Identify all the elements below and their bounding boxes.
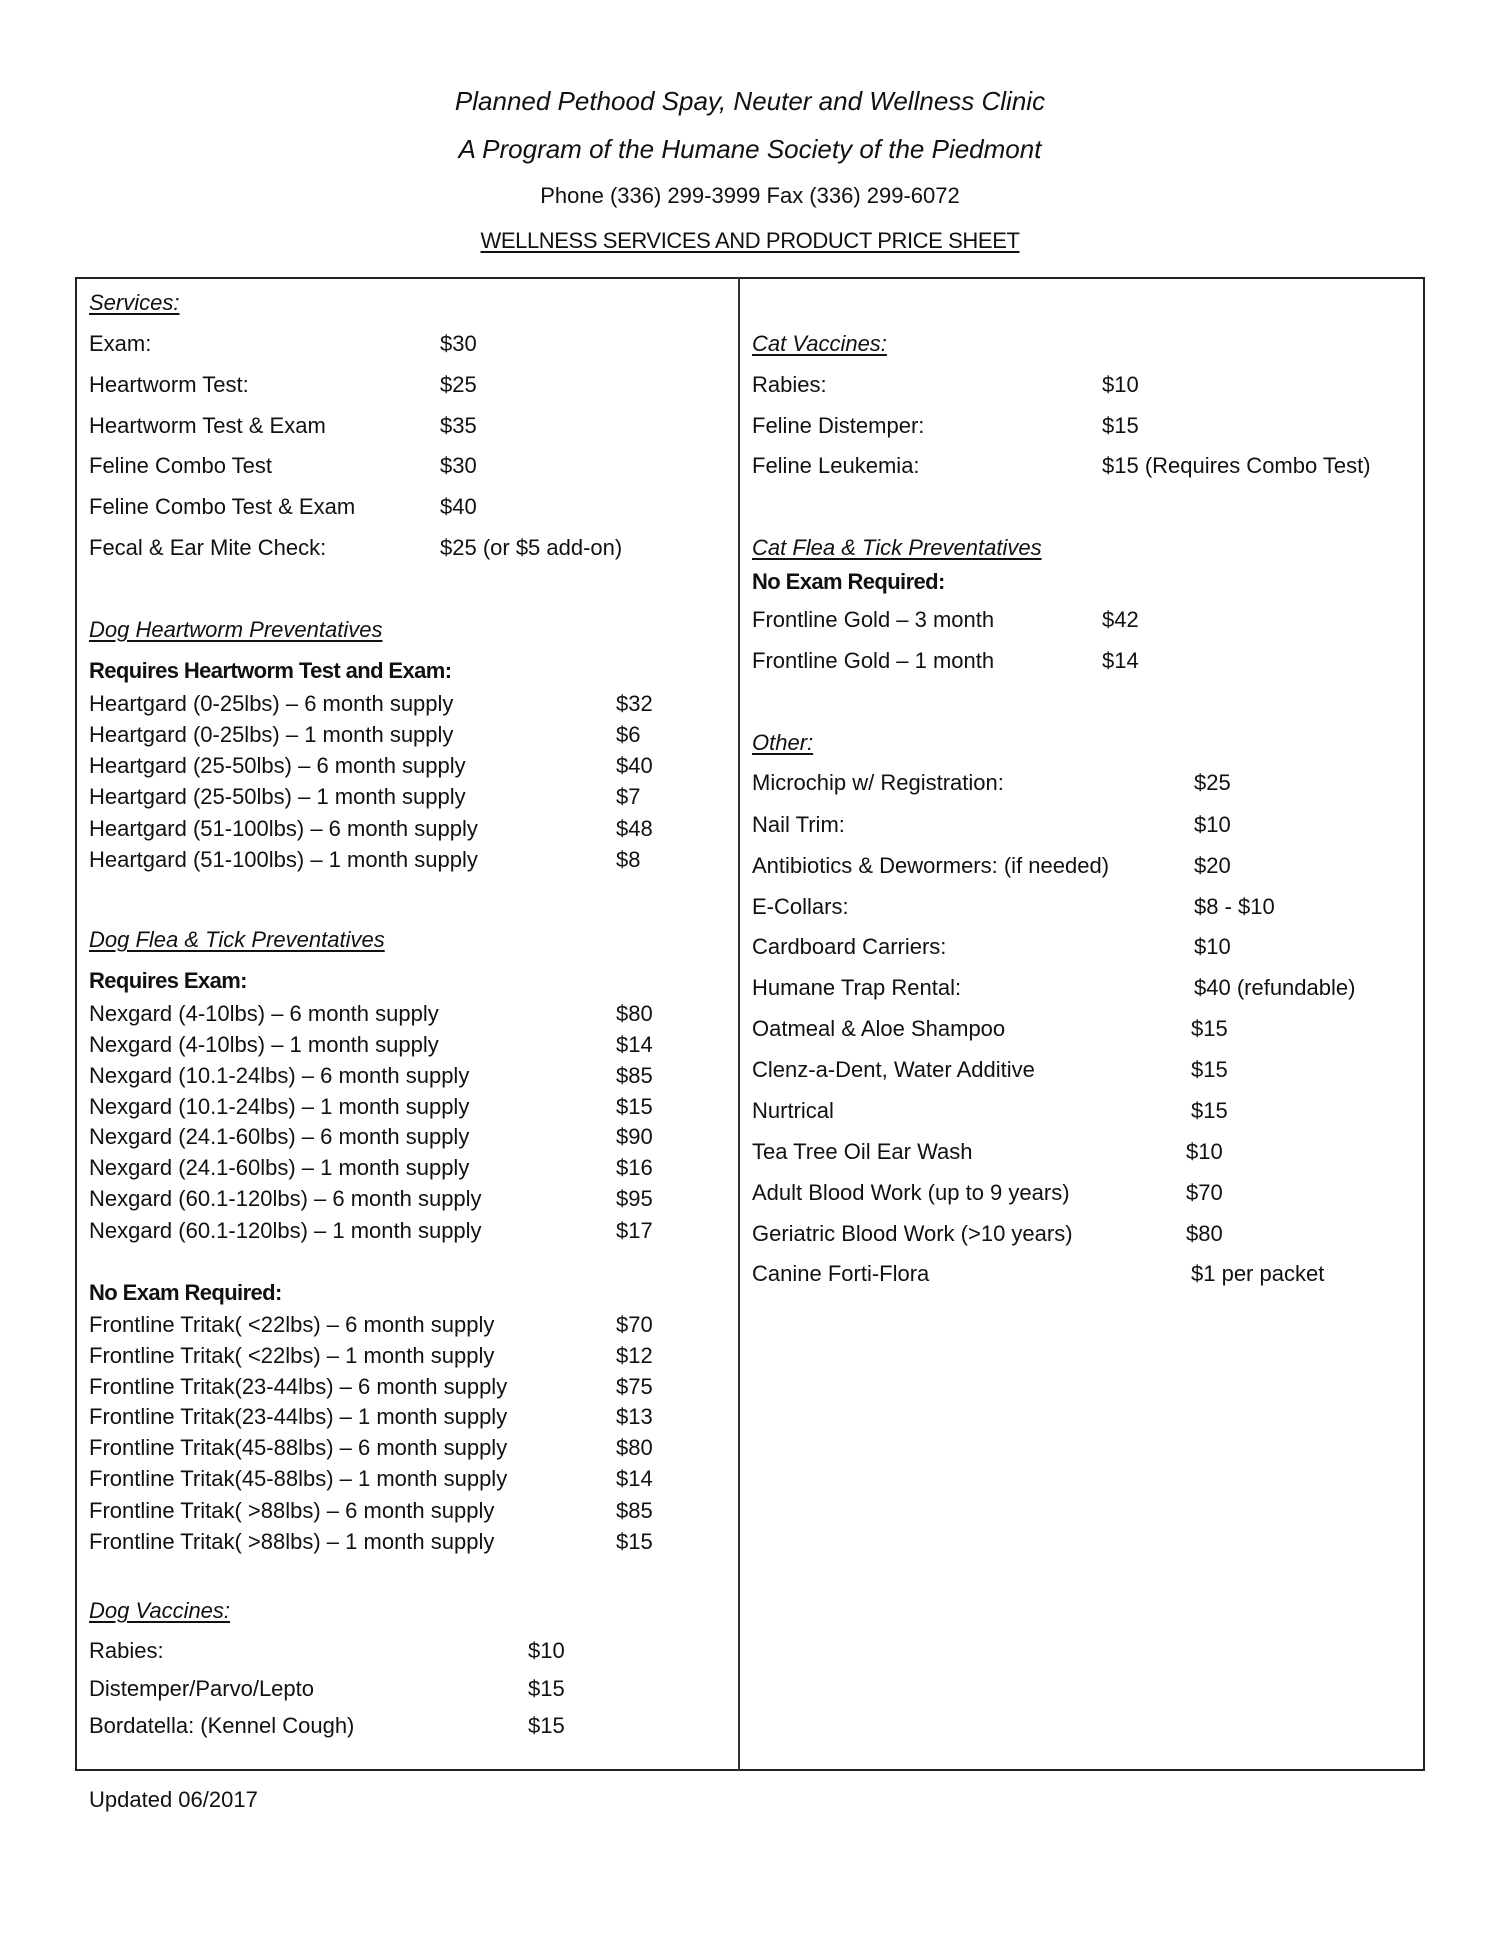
item-label: Nexgard (10.1-24lbs) – 1 month supply [89, 1094, 470, 1119]
item-label: Adult Blood Work (up to 9 years) [752, 1180, 1070, 1205]
section-subheading: Requires Heartworm Test and Exam: [89, 658, 452, 683]
item-price: $10 [1194, 934, 1231, 959]
item-price: $15 [528, 1713, 565, 1738]
item-price: $40 [440, 494, 477, 519]
item-price: $15 [1191, 1057, 1228, 1082]
section-heading: Other: [752, 730, 814, 755]
item-label: Humane Trap Rental: [752, 975, 962, 1000]
item-label: Nexgard (4-10lbs) – 1 month supply [89, 1032, 439, 1057]
item-price: $20 [1194, 853, 1231, 878]
item-label: Frontline Tritak( >88lbs) – 6 month supply [89, 1498, 495, 1523]
section-subheading: No Exam Required: [89, 1280, 282, 1305]
item-label: Feline Distemper: [752, 413, 925, 438]
item-label: Nexgard (4-10lbs) – 6 month supply [89, 1001, 439, 1026]
item-label: Heartworm Test & Exam [89, 413, 326, 438]
item-price: $70 [1186, 1180, 1223, 1205]
item-price: $15 [616, 1529, 653, 1554]
item-label: Nurtrical [752, 1098, 834, 1123]
item-price: $80 [616, 1435, 653, 1460]
item-label: Frontline Gold – 1 month [752, 648, 995, 673]
item-price: $48 [616, 816, 653, 841]
item-label: Bordatella: (Kennel Cough) [89, 1713, 355, 1738]
item-label: Frontline Tritak( <22lbs) – 1 month supply [89, 1343, 495, 1368]
item-label: Nexgard (60.1-120lbs) – 1 month supply [89, 1218, 482, 1243]
item-price: $13 [616, 1404, 653, 1429]
item-price: $10 [1194, 812, 1231, 837]
contact-line: Phone (336) 299-3999 Fax (336) 299-6072 [540, 183, 960, 208]
item-price: $25 [440, 372, 477, 397]
item-label: E-Collars: [752, 894, 849, 919]
item-label: Nexgard (10.1-24lbs) – 6 month supply [89, 1063, 470, 1088]
section-heading: Dog Vaccines: [89, 1598, 231, 1623]
item-price: $80 [1186, 1221, 1223, 1246]
item-price: $35 [440, 413, 477, 438]
item-label: Heartgard (25-50lbs) – 1 month supply [89, 784, 466, 809]
item-price: $80 [616, 1001, 653, 1026]
item-price: $12 [616, 1343, 653, 1368]
item-price: $30 [440, 331, 477, 356]
page-title-text: WELLNESS SERVICES AND PRODUCT PRICE SHEET [480, 228, 1020, 253]
item-label: Nexgard (24.1-60lbs) – 6 month supply [89, 1124, 470, 1149]
item-label: Microchip w/ Registration: [752, 770, 1004, 795]
item-label: Rabies: [89, 1638, 164, 1663]
item-price: $6 [616, 722, 641, 747]
item-price: $7 [616, 784, 641, 809]
updated-date: Updated 06/2017 [89, 1787, 258, 1812]
item-label: Antibiotics & Dewormers: (if needed) [752, 853, 1110, 878]
section-subheading: No Exam Required: [752, 569, 945, 594]
item-label: Frontline Tritak(23-44lbs) – 6 month supply [89, 1374, 508, 1399]
item-label: Nexgard (24.1-60lbs) – 1 month supply [89, 1155, 470, 1180]
item-price: $70 [616, 1312, 653, 1337]
item-label: Heartgard (51-100lbs) – 1 month supply [89, 847, 478, 872]
item-price: $15 [1191, 1016, 1228, 1041]
item-label: Fecal & Ear Mite Check: [89, 535, 327, 560]
item-price: $15 (Requires Combo Test) [1102, 453, 1371, 478]
clinic-name: Planned Pethood Spay, Neuter and Wellness Clinic [454, 86, 1046, 116]
section-subheading: Requires Exam: [89, 968, 247, 993]
item-price: $15 [528, 1676, 565, 1701]
item-price: $8 [616, 847, 641, 872]
item-price: $15 [1191, 1098, 1228, 1123]
item-label: Heartgard (0-25lbs) – 1 month supply [89, 722, 454, 747]
item-price: $10 [1186, 1139, 1223, 1164]
item-label: Feline Leukemia: [752, 453, 920, 478]
column-divider [738, 277, 740, 1771]
item-price: $40 [616, 753, 653, 778]
item-label: Heartgard (51-100lbs) – 6 month supply [89, 816, 478, 841]
item-label: Cardboard Carriers: [752, 934, 947, 959]
item-price: $85 [616, 1063, 653, 1088]
page-title [0, 226, 1500, 256]
section-heading: Services: [89, 290, 180, 315]
item-label: Rabies: [752, 372, 827, 397]
item-price: $17 [616, 1218, 653, 1243]
item-label: Frontline Gold – 3 month [752, 607, 995, 632]
item-label: Heartgard (0-25lbs) – 6 month supply [89, 691, 454, 716]
item-price: $85 [616, 1498, 653, 1523]
item-price: $25 [1194, 770, 1231, 795]
item-label: Tea Tree Oil Ear Wash [752, 1139, 973, 1164]
item-label: Frontline Tritak(45-88lbs) – 1 month supply [89, 1466, 508, 1491]
item-label: Distemper/Parvo/Lepto [89, 1676, 314, 1701]
item-label: Clenz-a-Dent, Water Additive [752, 1057, 1035, 1082]
item-label: Feline Combo Test & Exam [89, 494, 356, 519]
item-price: $8 - $10 [1194, 894, 1275, 919]
section-heading: Dog Flea & Tick Preventatives [89, 927, 385, 952]
item-label: Exam: [89, 331, 152, 356]
program-line: A Program of the Humane Society of the Piedmont [458, 134, 1042, 164]
item-label: Frontline Tritak(23-44lbs) – 1 month supply [89, 1404, 508, 1429]
item-label: Feline Combo Test [89, 453, 273, 478]
item-label: Nexgard (60.1-120lbs) – 6 month supply [89, 1186, 482, 1211]
item-price: $10 [1102, 372, 1139, 397]
item-label: Geriatric Blood Work (>10 years) [752, 1221, 1073, 1246]
item-label: Frontline Tritak( >88lbs) – 1 month supply [89, 1529, 495, 1554]
item-price: $95 [616, 1186, 653, 1211]
section-heading: Cat Flea & Tick Preventatives [752, 535, 1042, 560]
item-price: $15 [616, 1094, 653, 1119]
item-price: $25 (or $5 add-on) [440, 535, 623, 560]
item-label: Frontline Tritak( <22lbs) – 6 month supply [89, 1312, 495, 1337]
item-label: Heartworm Test: [89, 372, 249, 397]
item-price: $14 [616, 1032, 653, 1057]
item-price: $40 (refundable) [1194, 975, 1356, 1000]
item-label: Frontline Tritak(45-88lbs) – 6 month supply [89, 1435, 508, 1460]
item-price: $42 [1102, 607, 1139, 632]
item-label: Nail Trim: [752, 812, 845, 837]
item-price: $10 [528, 1638, 565, 1663]
item-price: $90 [616, 1124, 653, 1149]
item-price: $75 [616, 1374, 653, 1399]
item-price: $32 [616, 691, 653, 716]
item-label: Canine Forti-Flora [752, 1261, 930, 1286]
section-heading: Dog Heartworm Preventatives [89, 617, 383, 642]
section-heading: Cat Vaccines: [752, 331, 887, 356]
item-price: $14 [616, 1466, 653, 1491]
item-price: $1 per packet [1191, 1261, 1325, 1286]
item-label: Oatmeal & Aloe Shampoo [752, 1016, 1006, 1041]
item-price: $30 [440, 453, 477, 478]
item-price: $14 [1102, 648, 1139, 673]
item-price: $16 [616, 1155, 653, 1180]
item-label: Heartgard (25-50lbs) – 6 month supply [89, 753, 466, 778]
item-price: $15 [1102, 413, 1139, 438]
